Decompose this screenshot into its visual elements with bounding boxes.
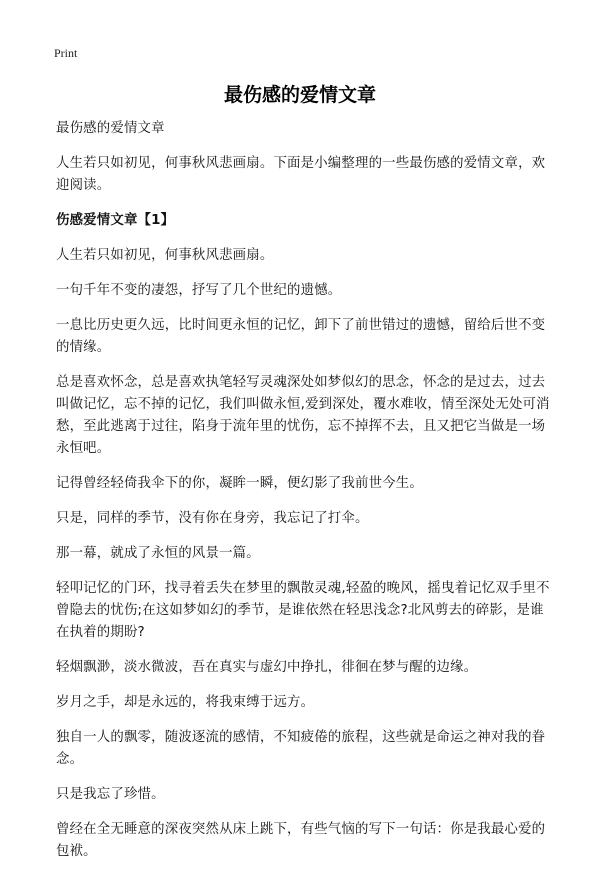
article-paragraph: 只是，同样的季节，没有你在身旁，我忘记了打伞。: [56, 511, 369, 526]
article-intro-heading: 最伤感的爱情文章: [56, 121, 165, 136]
article-paragraph: 岁月之手，却是永远的，将我束缚于远方。: [56, 695, 315, 710]
section-heading: 伤感爱情文章【1】: [56, 213, 175, 228]
article-paragraph: 独自一人的飘零，随波逐流的感情，不知疲倦的旅程，这些就是命运之神对我的眷念。: [56, 730, 546, 767]
article-title: 最伤感的爱情文章: [223, 84, 376, 106]
article-paragraph: 一息比历史更久远，比时间更永恒的记忆，卸下了前世错过的遗憾，留给后世不变的情缘。: [56, 318, 546, 355]
article-paragraph: 轻叩记忆的门环，找寻着丢失在梦里的飘散灵魂,轻盈的晚风，摇曳着记忆双手里不曾隐去的忧伤;在这如梦如幻的季节，是谁依然在轻思浅念?北风剪去的碎影，是谁在执着的期盼?: [56, 581, 550, 640]
article-paragraph: 一句千年不变的凄怨，抒写了几个世纪的遗憾。: [56, 283, 342, 298]
article-paragraph: 那一幕，就成了永恒的风景一篇。: [56, 546, 260, 561]
article-paragraph: 只是我忘了珍惜。: [56, 787, 165, 802]
article-paragraph: 轻烟飘渺，淡水微波，吾在真实与虚幻中挣扎，徘徊在梦与醒的边缘。: [56, 660, 478, 675]
article-paragraph: 人生若只如初见，何事秋风悲画扇。: [56, 248, 274, 263]
article-paragraph: 曾经在全无睡意的深夜突然从床上跳下，有些气恼的写下一句话：你是我最心爱的包袱。: [56, 822, 546, 859]
article-paragraph: 总是喜欢怀念，总是喜欢执笔轻写灵魂深处如梦似幻的思念，怀念的是过去，过去叫做记忆，忘不掉的记忆，我们叫做永恒,爱到深处，覆水难收，情至深处无处可消愁，至此逃离于过往，陷身于流年里的忧伤，忘不掉挥不去，且又把它当做是一场永恒吧。: [56, 375, 550, 456]
article-paragraph: 记得曾经轻倚我伞下的你，凝眸一瞬，便幻影了我前世今生。: [56, 476, 423, 491]
article-body: [56, 118, 550, 876]
print-link[interactable]: Print: [54, 46, 78, 60]
article-paragraph: 人生若只如初见，何事秋风悲画扇。下面是小编整理的一些最伤感的爱情文章，欢迎阅读。: [56, 156, 546, 193]
